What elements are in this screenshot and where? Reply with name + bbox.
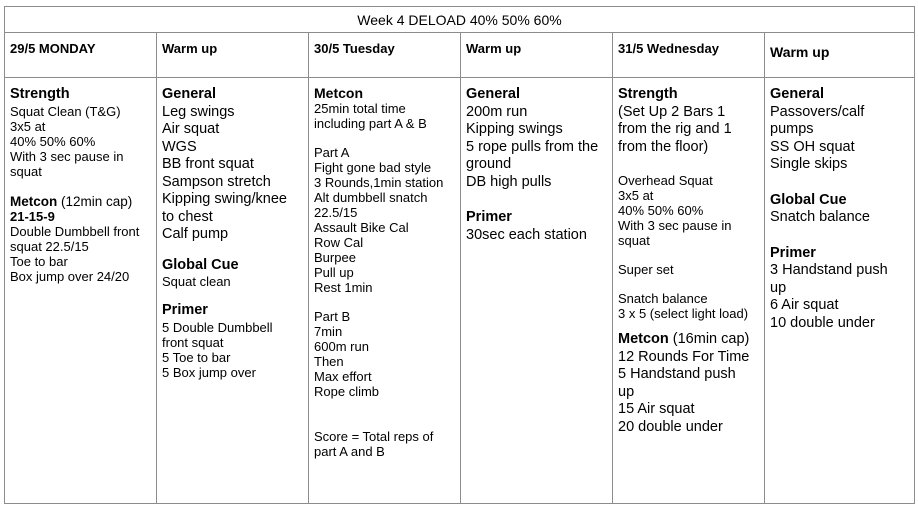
line: Box jump over 24/20 — [10, 268, 130, 284]
line: DB high pulls — [466, 173, 552, 190]
column-header: 29/5 MONDAY — [5, 33, 156, 78]
line: 7min — [314, 324, 343, 339]
line: With 3 sec pause in — [618, 218, 732, 233]
line: 6 Air squat — [770, 297, 839, 313]
line: Pull up — [314, 265, 354, 280]
line: Assault Bike Cal — [314, 220, 409, 235]
line: Part A — [314, 145, 350, 160]
line: Single skips — [770, 156, 848, 172]
line: Sampson stretch — [162, 173, 271, 190]
section-heading: Primer — [770, 244, 816, 261]
line: including part A & B — [314, 116, 427, 131]
column-wednesday — [613, 33, 765, 503]
column-header: 31/5 Wednesday — [613, 33, 764, 78]
column-body — [461, 78, 612, 244]
rep-scheme: 21-15-9 — [10, 208, 55, 224]
line: Calf pump — [162, 226, 229, 242]
line: (Set Up 2 Bars 1 — [618, 103, 726, 120]
line: Row Cal — [314, 235, 364, 250]
line: Fight gone bad style — [314, 160, 432, 175]
line: 5 rope pulls from the — [466, 138, 599, 155]
line: to chest — [162, 208, 213, 225]
line: up — [618, 383, 635, 400]
line: 25min total time — [314, 101, 406, 116]
line: 15 Air squat — [618, 401, 695, 417]
section-heading: Metcon (16min cap) — [618, 331, 750, 347]
line: Passovers/calf — [770, 103, 865, 120]
line: Rope climb — [314, 384, 380, 399]
line: Double Dumbbell front — [10, 223, 140, 239]
line: 30sec each station — [466, 226, 587, 243]
line: Alt dumbbell snatch — [314, 190, 428, 205]
line: up — [770, 279, 787, 296]
line: SS OH squat — [770, 138, 855, 155]
line: Squat Clean (T&G) — [10, 103, 121, 119]
line: BB front squat — [162, 156, 254, 172]
column-monday — [5, 33, 157, 503]
column-header: Warm up — [461, 33, 612, 78]
line: front squat — [162, 334, 224, 350]
line: Toe to bar — [10, 253, 68, 269]
line: 10 double under — [770, 314, 875, 331]
line: part A and B — [314, 444, 385, 459]
column-header: Warm up — [765, 33, 914, 78]
column-warmup-1 — [157, 33, 309, 503]
line: 5 Toe to bar — [162, 349, 231, 365]
line: 5 Handstand push — [618, 366, 736, 382]
line: Score = Total reps of — [314, 429, 434, 444]
column-body — [5, 78, 156, 284]
line: With 3 sec pause in — [10, 148, 124, 164]
line: 3 Rounds,1min station — [314, 175, 444, 190]
line: squat 22.5/15 — [10, 238, 89, 254]
line: 5 Double Dumbbell — [162, 319, 273, 335]
line: 3x5 at — [618, 188, 654, 203]
schedule-table — [4, 6, 915, 504]
line: Air squat — [162, 121, 220, 137]
line: Max effort — [314, 369, 372, 384]
table-title: Week 4 DELOAD 40% 50% 60% — [5, 7, 914, 33]
line: Snatch balance — [618, 291, 708, 306]
line: 40% 50% 60% — [10, 133, 96, 149]
column-header: Warm up — [157, 33, 308, 78]
section-heading: Strength — [618, 86, 678, 102]
line: Snatch balance — [770, 209, 870, 225]
section-heading: Global Cue — [162, 256, 239, 273]
section-heading: Primer — [466, 209, 512, 225]
line: pumps — [770, 121, 814, 137]
line: 12 Rounds For Time — [618, 348, 750, 365]
line: Part B — [314, 309, 351, 324]
line: 3 x 5 (select light load) — [618, 306, 749, 321]
line: from the rig and 1 — [618, 121, 732, 137]
line: 20 double under — [618, 418, 723, 435]
section-heading: Global Cue — [770, 191, 847, 208]
line: 600m run — [314, 339, 369, 354]
line: 3 Handstand push — [770, 262, 888, 278]
section-heading: General — [770, 86, 824, 102]
column-body — [157, 78, 308, 380]
column-body — [765, 78, 914, 332]
line: Burpee — [314, 250, 356, 265]
section-heading: Strength — [10, 86, 70, 102]
column-warmup-3 — [765, 33, 914, 503]
line: Overhead Squat — [618, 173, 713, 188]
column-header: 30/5 Tuesday — [309, 33, 460, 78]
column-warmup-2 — [461, 33, 613, 503]
line: Kipping swing/knee — [162, 191, 287, 207]
line: Then — [314, 354, 344, 369]
section-heading: General — [466, 86, 520, 102]
line: Squat clean — [162, 274, 231, 289]
line: 3x5 at — [10, 118, 46, 134]
line: Rest 1min — [314, 280, 373, 295]
line: Super set — [618, 262, 674, 277]
line: squat — [10, 163, 42, 179]
section-heading: Primer — [162, 302, 208, 318]
section-heading: General — [162, 86, 216, 102]
section-heading: Metcon — [314, 85, 363, 101]
column-body — [613, 78, 764, 436]
line: 22.5/15 — [314, 205, 358, 220]
line: 5 Box jump over — [162, 364, 256, 380]
line: WGS — [162, 138, 197, 155]
line: from the floor) — [618, 138, 709, 155]
line: squat — [618, 233, 650, 248]
column-tuesday — [309, 33, 461, 503]
line: Kipping swings — [466, 121, 563, 137]
line: ground — [466, 156, 512, 172]
line: Leg swings — [162, 103, 235, 120]
line: 200m run — [466, 103, 528, 120]
line: 40% 50% 60% — [618, 203, 704, 218]
column-body — [309, 78, 460, 459]
section-heading: Metcon (12min cap) — [10, 193, 133, 209]
